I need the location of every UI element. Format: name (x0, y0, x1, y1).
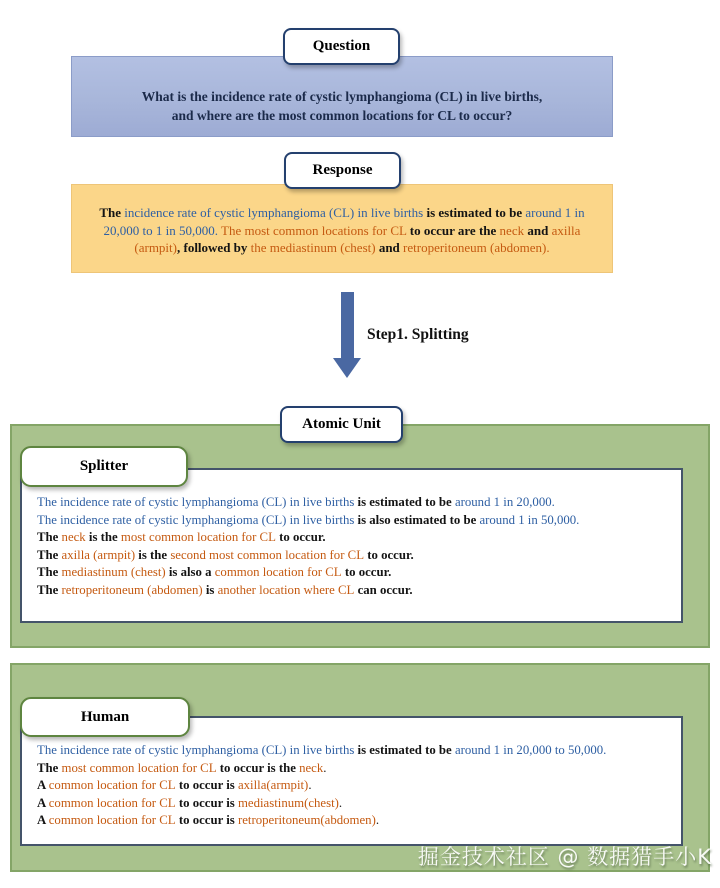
question-label: Question (283, 28, 400, 65)
text-segment: common location for CL (214, 565, 342, 580)
text-segment: to occur are the (409, 222, 500, 238)
text-segment: is also a (165, 565, 215, 580)
watermark-text: 掘金技术社区 @ 数据猎手小K (417, 845, 712, 869)
text-segment: The (37, 547, 62, 562)
text-segment: common location for CL (48, 778, 176, 793)
text-segment: The (37, 530, 62, 545)
text-segment: retroperitoneum(abdomen) (237, 813, 376, 828)
splitter-sentences-box (20, 468, 683, 623)
text-segment: around 1 in 20,000. (454, 495, 555, 509)
text-segment: The incidence rate of cystic lymphangioma (CL) in live births (37, 743, 355, 757)
text-segment: axilla(armpit) (237, 778, 309, 793)
text-segment: is the (135, 547, 171, 562)
text-segment: axilla (armpit) (134, 222, 581, 255)
text-segment: The (37, 760, 62, 775)
text-segment: second most common location for CL (170, 547, 365, 562)
text-segment: to occur is (175, 778, 238, 793)
text-segment: and (378, 240, 404, 255)
human-label: Human (20, 697, 190, 737)
text-segment: and (527, 222, 552, 238)
text-segment: another location where CL (217, 582, 355, 597)
text-segment: . (323, 760, 327, 775)
text-segment: is also estimated to be (354, 512, 480, 527)
text-segment: is estimated to be (354, 743, 455, 757)
response-label: Response (284, 152, 401, 189)
sentence (172, 106, 512, 125)
text-segment: , followed by (176, 240, 251, 255)
text-segment: is estimated to be (426, 205, 526, 220)
sentence (37, 812, 671, 830)
sentence (37, 582, 671, 600)
text-segment: . (338, 795, 343, 810)
text-segment: is the (85, 530, 121, 545)
text-segment: A (37, 795, 49, 810)
text-segment: is estimated to be (354, 495, 455, 509)
text-segment: common location for CL (48, 813, 176, 828)
sentence (89, 204, 595, 257)
sentence (37, 564, 671, 582)
text-segment: most common location for CL (120, 530, 276, 545)
response-box (71, 184, 613, 273)
atomic-unit-label: Atomic Unit (280, 406, 403, 443)
text-segment: neck (61, 530, 86, 545)
text-segment: . (375, 813, 380, 828)
text-segment: around 1 in 50,000. (479, 512, 580, 527)
text-segment: The most common locations for CL (221, 222, 410, 238)
sentence (37, 494, 671, 512)
text-segment: retroperitoneum (abdomen) (61, 582, 203, 597)
text-segment: The (37, 565, 62, 580)
text-segment: axilla (armpit) (61, 547, 136, 562)
text-segment: The (99, 205, 125, 220)
text-segment: incidence rate of cystic lymphangioma (CL) in live births (124, 205, 427, 220)
text-segment: to occur is the (216, 760, 300, 775)
text-segment: The incidence rate of cystic lymphangioma (CL) in live births (37, 512, 355, 527)
text-segment: neck (299, 760, 324, 775)
text-segment: What is the incidence rate of cystic lymphangioma (CL) in live births, (141, 89, 543, 104)
text-segment: to occur. (275, 530, 326, 545)
down-arrow-shaft (341, 292, 354, 360)
text-segment: common location for CL (48, 795, 176, 810)
text-segment: neck (499, 222, 528, 238)
down-arrow-head-icon (333, 358, 361, 378)
text-segment: retroperitoneum (abdomen). (403, 240, 550, 255)
text-segment: is (202, 582, 218, 597)
text-segment: most common location for CL (61, 760, 217, 775)
sentence (142, 87, 542, 106)
step-splitting-label: Step1. Splitting (367, 326, 469, 343)
text-segment: The incidence rate of cystic lymphangioma (CL) in live births (37, 495, 355, 509)
text-segment: the mediastinum (chest) (250, 240, 379, 255)
text-segment: to occur. (341, 565, 392, 580)
text-segment: to occur. (364, 547, 414, 562)
text-segment: . (308, 778, 312, 793)
text-segment: around 1 in 20,000 to 1 in 50,000. (103, 205, 585, 238)
sentence (37, 547, 671, 565)
text-segment: and where are the most common locations for CL to occur? (171, 108, 513, 123)
text-segment: mediastinum (chest) (61, 565, 166, 580)
sentence (37, 742, 671, 760)
text-segment: around 1 in 20,000 to 50,000. (454, 743, 607, 757)
sentence (37, 777, 671, 795)
text-segment: to occur is (175, 813, 238, 828)
text-segment: mediastinum(chest) (237, 795, 339, 810)
text-segment: can occur. (354, 582, 413, 597)
sentence (37, 529, 671, 547)
sentence (37, 760, 671, 778)
splitter-label: Splitter (20, 446, 188, 487)
sentence (37, 795, 671, 813)
question-box (71, 56, 613, 137)
text-segment: A (37, 813, 49, 828)
sentence (37, 512, 671, 530)
text-segment: to occur is (175, 795, 238, 810)
text-segment: The (37, 582, 62, 597)
text-segment: A (37, 778, 49, 793)
